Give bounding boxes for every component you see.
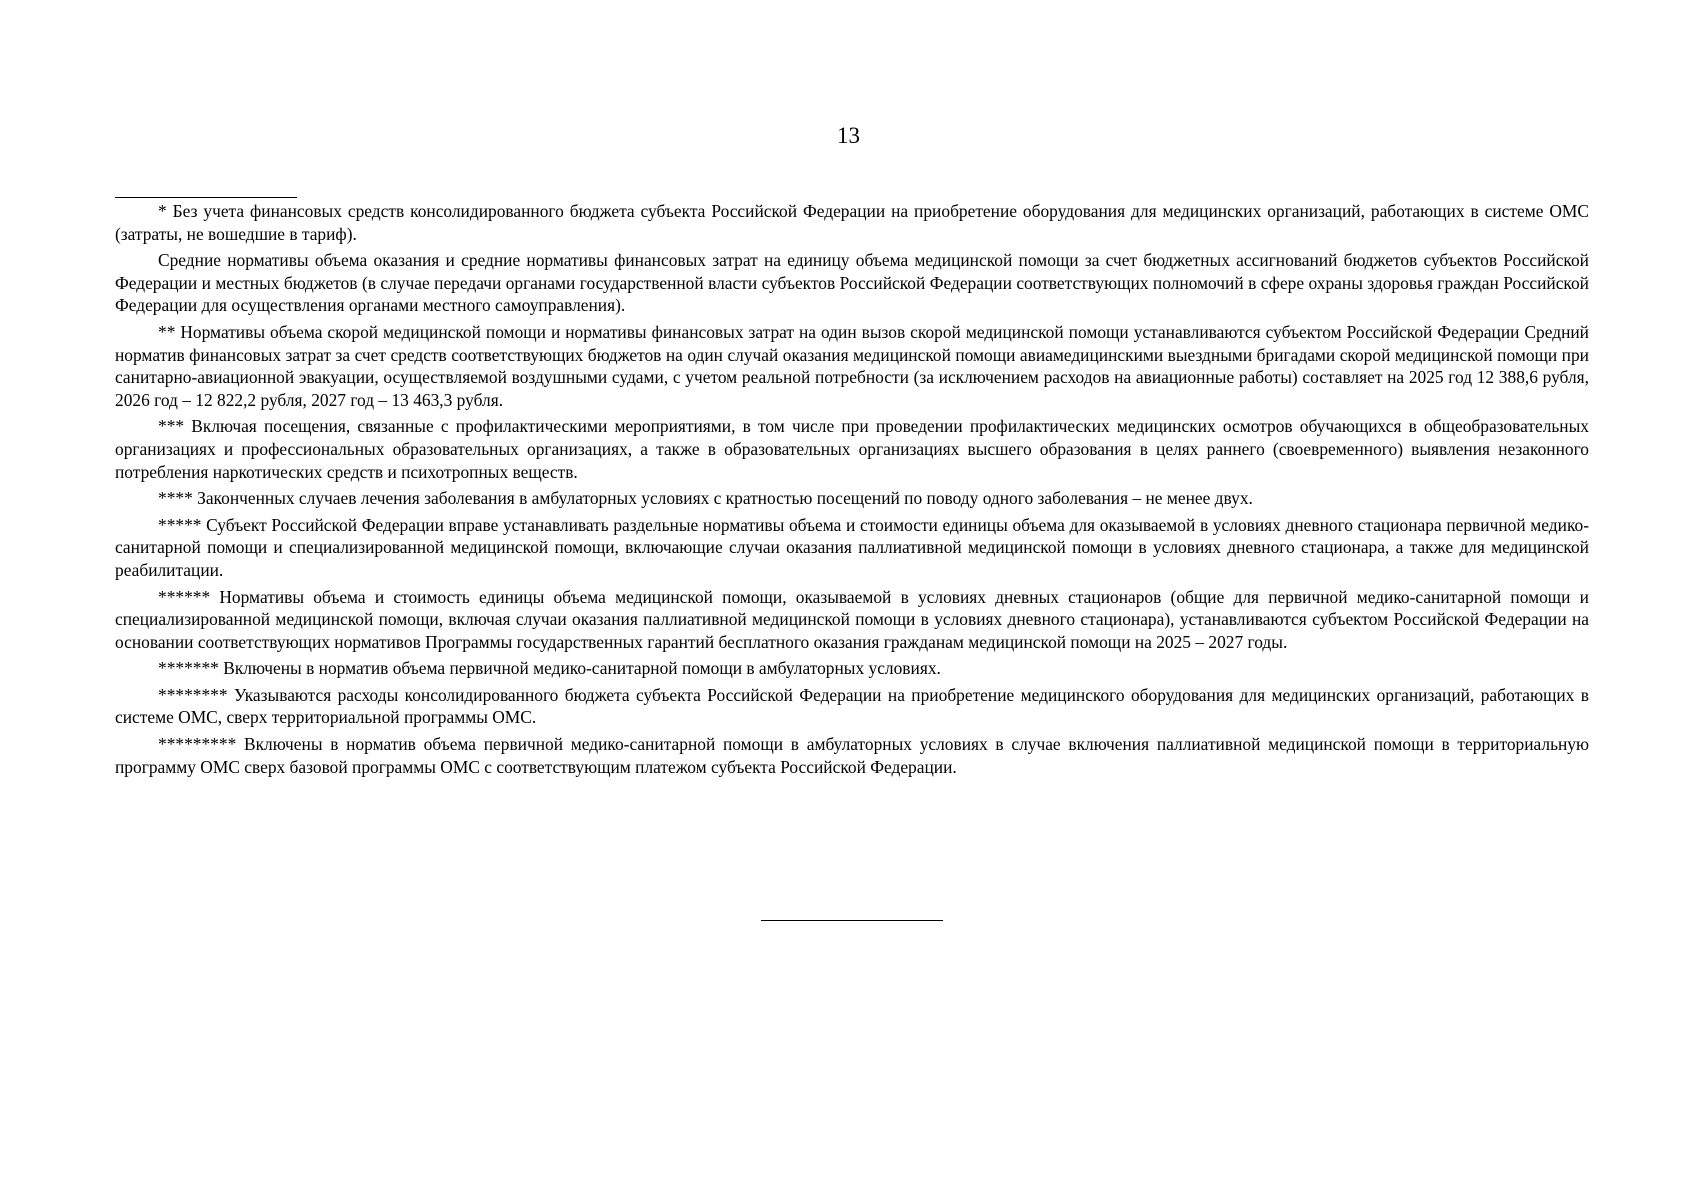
footnote-7: ****** Нормативы объема и стоимость единицы объема медицинской помощи, оказываемой в условиях дневных стационаров (общие для первичной медико-санитарной помощи и специализированной медицинской помощи, включая случаи оказания паллиативной медицинской помощи в условиях дневного стационара), устанавливаются субъектом Российской Федерации на основании соответствующих нормативов Программы государственных гарантий бесплатного оказания гражданам медицинской помощи на 2025 – 2027 годы. (115, 586, 1589, 652)
footnotes-section (115, 200, 1589, 782)
footnote-6: ***** Субъект Российской Федерации вправе устанавливать раздельные нормативы объема и стоимости единицы объема для оказываемой в условиях дневного стационара первичной медико-санитарной помощи и специализированной медицинской помощи, включающие случаи оказания паллиативной медицинской помощи в условиях дневного стационара, а также для медицинской реабилитации. (115, 514, 1589, 580)
footnote-separator (115, 197, 297, 198)
footnote-5: **** Законченных случаев лечения заболевания в амбулаторных условиях с кратностью посещений по поводу одного заболевания – не менее двух. (158, 488, 1253, 509)
footnote-8: ******* Включены в норматив объема первичной медико-санитарной помощи в амбулаторных условиях. (158, 658, 941, 679)
document-end-line (761, 920, 943, 921)
footnote-3: ** Нормативы объема скорой медицинской помощи и нормативы финансовых затрат на один вызов скорой медицинской помощи устанавливаются субъектом Российской Федерации Средний норматив финансовых затрат за счет средств соответствующих бюджетов на один случай оказания медицинской помощи авиамедицинскими выездными бригадами скорой медицинской помощи при санитарно-авиационной эвакуации, осуществляемой воздушными судами, с учетом реальной потребности (за исключением расходов на авиационные работы) составляет на 2025 год 12 388,6 рубля, 2026 год – 12 822,2 рубля, 2027 год – 13 463,3 рубля. (115, 321, 1589, 410)
footnote-9: ******** Указываются расходы консолидированного бюджета субъекта Российской Федерации на приобретение медицинского оборудования для медицинских организаций, работающих в системе ОМС, сверх территориальной программы ОМС. (115, 684, 1589, 728)
footnote-10: ********* Включены в норматив объема первичной медико-санитарной помощи в амбулаторных условиях в случае включения паллиативной медицинской помощи в территориальную программу ОМС сверх базовой программы ОМС с соответствующим платежом субъекта Российской Федерации. (115, 734, 1589, 777)
footnote-4: *** Включая посещения, связанные с профилактическими мероприятиями, в том числе при проведении профилактических медицинских осмотров обучающихся в общеобразовательных организациях и профессиональных образовательных организациях, а также в образовательных организациях высшего образования в целях раннего (своевременного) выявления незаконного потребления наркотических средств и психотропных веществ. (115, 416, 1589, 482)
page-number: 13 (837, 123, 860, 148)
footnote-2: Средние нормативы объема оказания и средние нормативы финансовых затрат на единицу объема медицинской помощи за счет бюджетных ассигнований бюджетов субъектов Российской Федерации и местных бюджетов (в случае передачи органами государственной власти субъектов Российской Федерации соответствующих полномочий в сфере охраны здоровья граждан Российской Федерации для осуществления органами местного самоуправления). (115, 250, 1589, 316)
footnote-1: * Без учета финансовых средств консолидированного бюджета субъекта Российской Федерации на приобретение оборудования для медицинских организаций, работающих в системе ОМС (затраты, не вошедшие в тариф). (115, 201, 1589, 244)
